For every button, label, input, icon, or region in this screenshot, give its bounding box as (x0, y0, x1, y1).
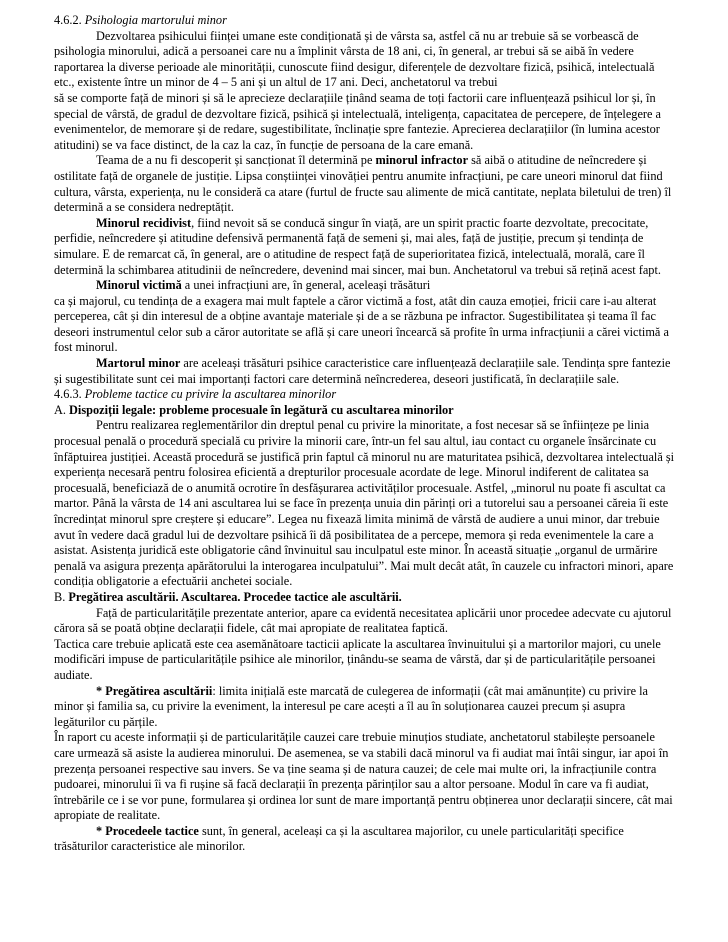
paragraph-tactical-procedures: * Procedeele tactice sunt, în general, aceleași ca și la ascultarea majorilor, cu unele particularități specifice trăsăturilor caracteristice ale minorilor. (54, 823, 624, 854)
paragraph-assessment: să se comporte față de minori și să le aprecieze declarațiile ținând seama de toți factorii care influențează psihicul lor și, în special de vârstă, de gradul de dezvoltare fizică, psihică și intelectuală, inteligența, capacitatea de percepere, de înțelegere a evenimentelor, de memorare și de redare, sugestibilitate, înclinație spre fantezie. Aprecierea declarațiilor (în lumina acestor atitudini) se va face distinct, de la caz la caz, în funcție de persoana de la care emană. (54, 90, 662, 152)
section-title: Probleme tactice cu privire la ascultarea minorilor (84, 387, 337, 402)
section-number: 4.6.2. (54, 13, 82, 27)
term-victim: Minorul victimă (96, 278, 182, 293)
term-witness: Martorul minor (96, 356, 181, 371)
paragraph-procedures: Față de particularitățile prezentate anterior, apare ca evidentă necesitatea aplicării unor procedee adecvate cu ajutorul cărora să se poată obține declarații fidele, cât mai apropiate de realitatea faptică. (54, 605, 672, 636)
paragraph-witness: Martorul minor are aceleași trăsături psihice caracteristice care influențează declarațiile sale. Tendința spre fantezie și sugestibilitate sunt cei mai importanți factori care determină neîncrederea, deseori justificată, în declarațiile sale. (54, 356, 671, 386)
subsection-heading-b: B. Pregătirea ascultării. Ascultarea. Procedee tactice ale ascultării. (54, 589, 402, 604)
paragraph-minor-offender: Teama de a nu fi descoperit și sancționat îl determină pe minorul infractor să aibă o atitudine de neîncredere și ostilitate față de organele de justiție. Lipsa conștiinței vinovăției pentru anumite infracțiuni, pe care uneori minorul dat fiind cultura, vârsta, experiența, nu le consideră ca atare (furtul de fructe sau alimente de mică cantitate, neplata biletului de tren) îl determină a se considera nedreptățit. (54, 153, 672, 215)
paragraph-information: În raport cu aceste informații și de particularitățile cauzei care trebuie minuțios studiate, anchetatorul stabilește persoanele care urmează să asiste la audierea minorului. De asemenea, se va stabili dacă minorul va fi audiat mai întâi singur, iar apoi în prezența persoanei respective sau invers. Se va ține seama și de natura cauzei; de cele mai multe ori, la infracțiunile contra pudoarei, minorului îi va fi rușine să facă declarații în prezența părinților sau a altor persoane. Modul în care va fi audiat, întrebările ce i se vor pune, formularea și ordinea lor sunt de mare importanță pentru obținerea unor declarații sincere, cât mai apropiate de realitate. (54, 730, 673, 823)
term-preparation: * Pregătirea ascultării (96, 683, 213, 698)
paragraph-intro: Dezvoltarea psihicului ființei umane este condiționată și de vârsta sa, astfel că nu ar trebuie să se vorbească de psihologia minorului, adică a persoanei care nu a împlinit vârsta de 18 ani, ci, în general, ar trebui să se aibă în vedere raportarea la diverse perioade ale minorității, cunoscute fiind desigur, diferențele de dezvoltare fizică, psihică, intelectuală etc., existente între un minor de 4 – 5 ani și un altul de 17 ani. Deci, anchetatorul va trebui (54, 28, 655, 90)
paragraph-legal: Pentru realizarea reglementărilor din dreptul penal cu privire la minoritate, a fost necesar să se înființeze pe linia procesual penală o procedură specială cu privire la minorii care, într-un fel sau altul, iau contact cu organele însărcinate cu înfăptuirea justiției. Această procedură se justifică prin faptul că minorul nu are maturitatea psihică, dezvoltarea intelectuală și experiența necesară pentru folosirea eficientă a drepturilor procesuale acordate de lege. Minorul indiferent de calitatea sa procesuală, beneficiază de o anumită ocrotire în desfășurarea activităților procesuale. Astfel, „minorul nu poate fi ascultat ca martor. Până la vârsta de 14 ani ascultarea lui se face în prezența unuia din părinți ori a tutorelui sau a persoanei căreia îi este încredințat minorul spre creștere și educare”. Legea nu fixează limita minimă de vârstă de audiere a unui minor, dar trebuie avut în vedere dacă gradul lui de dezvoltare psihică îi dă posibilitatea de a percepe, memora și reda evenimentele la care a asistat. Asistența juridică este obligatorie când învinuitul sau inculpatul este minor. În această situație „organul de urmărire penală va asigura prezența apărătorului la interogarea inculpatului”. Mai mult decât atât, în cauzele cu infractori minori, apare condiția obligatorie a efectuării anchetei sociale. (54, 418, 675, 589)
section-title: Psihologia martorului minor (84, 13, 227, 27)
section-heading-4-6-2 (54, 13, 676, 29)
subsection-heading-a: A. Dispoziții legale: probleme procesuale în legătură cu ascultarea minorilor (54, 402, 454, 417)
term-minor-offender: minorul infractor (375, 153, 469, 168)
paragraph-tactics: Tactica care trebuie aplicată este cea asemănătoare tacticii aplicate la ascultarea învinuitului și a martorilor majori, cu unele modificări impuse de particularitățile psihice ale minorilor, ținându-se seama de vârstă, dar și de particularitățile persoanei audiate. (54, 636, 661, 682)
paragraph-preparation: * Pregătirea ascultării: limita inițială este marcată de culegerea de informații (cât mai amănunțite) cu privire la minor și familia sa, cu privire la eveniment, la interesul pe care acești a îl au în soluționarea cauzei precum și asupra legăturilor cu părțile. (54, 683, 649, 729)
paragraph-victim: Minorul victimă a unei infracțiuni are, în general, aceleași trăsături (96, 278, 431, 293)
paragraph-victim-cont: ca și majorul, cu tendința de a exagera mai mult faptele a căror victimă a fost, atât din cauza emoției, fricii care i-au alterat perceperea, cât și din interesul de a obține avantaje materiale și de a se răzbuna pe infractor. Sugestibilitatea și teama îl fac deseori instrumentul celor sub a căror autoritate se află și care uneori încearcă să profite în urma infracțiunii a cărei victimă a fost minorul. (54, 293, 669, 355)
subsection-title-a: Dispoziții legale: probleme procesuale în legătură cu ascultarea minorilor (69, 402, 454, 417)
term-tactical-procedures: * Procedeele tactice (96, 823, 199, 838)
section-number: 4.6.3. (54, 387, 82, 402)
subsection-title-b: Pregătirea ascultării. Ascultarea. Procedee tactice ale ascultării. (68, 589, 402, 604)
paragraph-recidivist: Minorul recidivist, fiind nevoit să se conducă singur în viață, are un spirit practic foarte dezvoltate, precocitate, perfidie, neîncredere și atitudine defensivă permanentă față de semeni și, mai ales, față de justiție, precum și tendința de simulare. E de remarcat că, în general, are o atitudine de respect față de superioritatea fizică, intelectuală, morală, care îl determină la schimbarea atitudinii de neîncredere, devenind mai sincer, mai bun. Anchetatorul va trebui să rețină acest fapt. (54, 215, 661, 277)
section-heading-4-6-3 (54, 387, 676, 403)
term-recidivist: Minorul recidivist (96, 215, 192, 230)
